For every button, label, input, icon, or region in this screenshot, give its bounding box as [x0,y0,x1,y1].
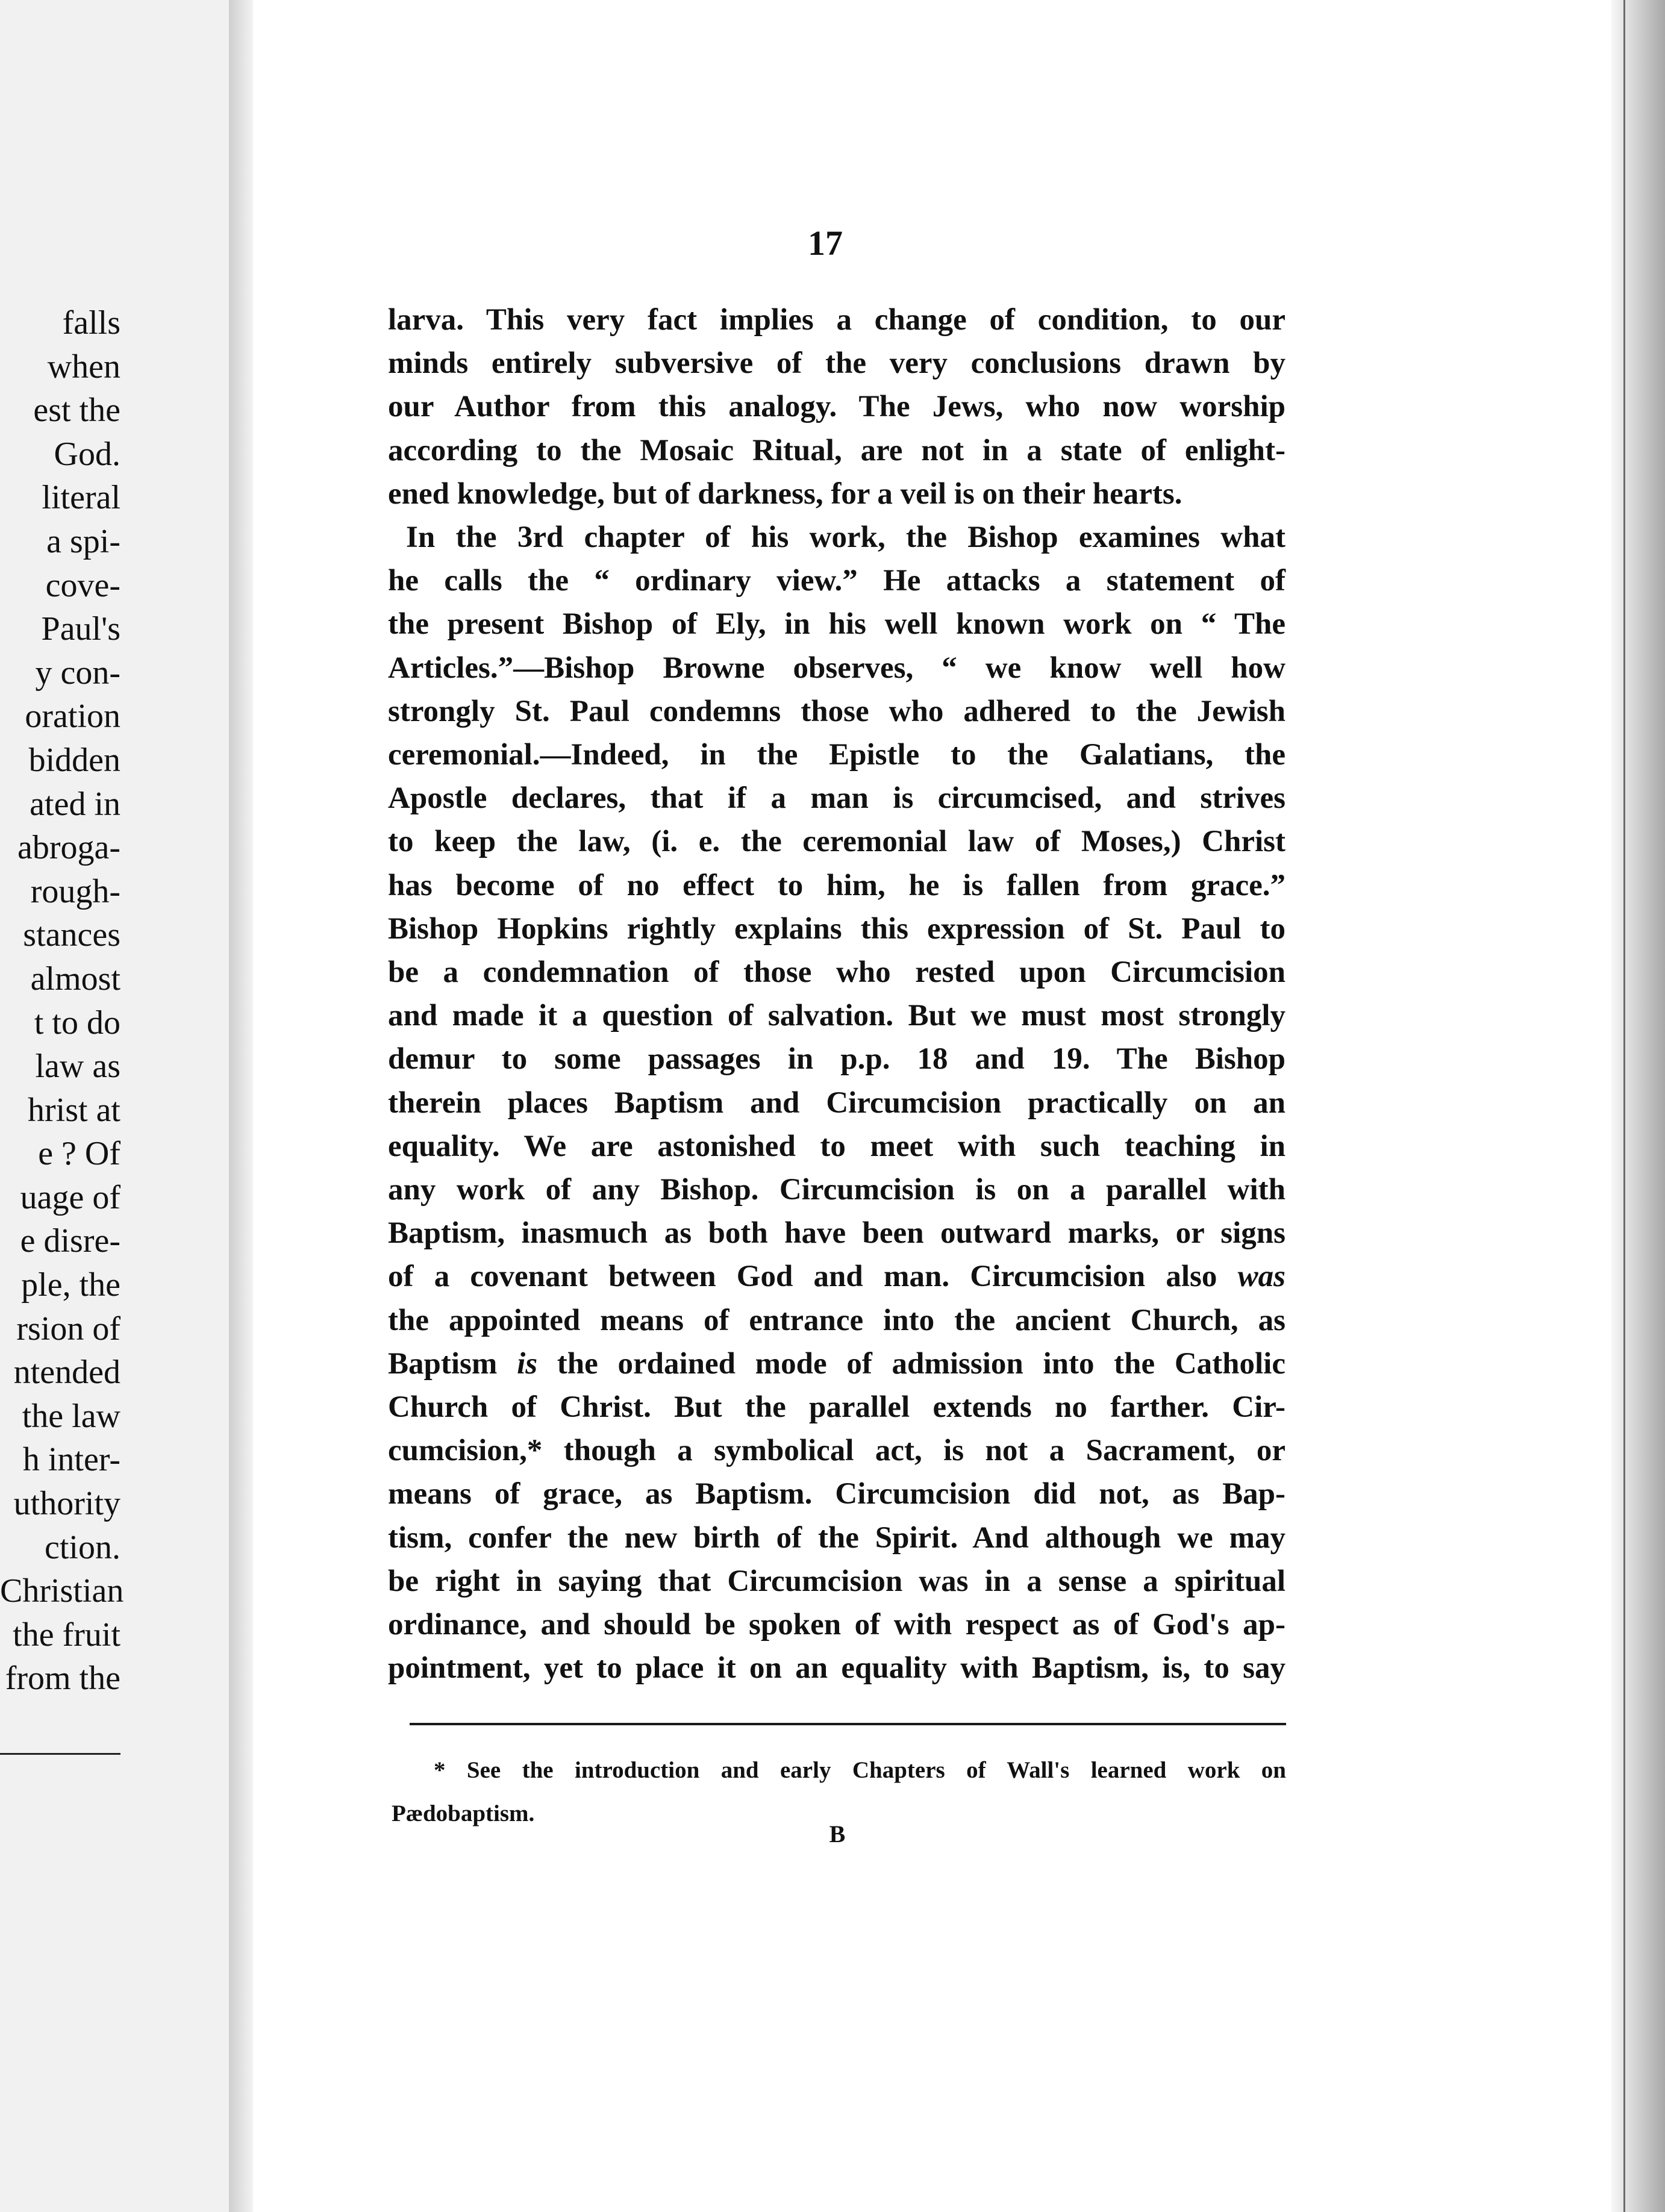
left-text-line: law as [35,1048,120,1086]
body-text [388,298,1285,1690]
emphasis: is [517,1346,538,1381]
text-line: Articles.”—Bishop Browne observes, “ we know well how [388,651,1285,685]
left-text-line: t to do [34,1004,120,1042]
text-line: means of grace, as Baptism. Circumcision did not, as Bap- [388,1477,1285,1511]
left-text-line: the fruit [13,1616,120,1654]
left-text-line: e ? Of [38,1135,120,1173]
left-text-line: from the [5,1660,120,1698]
text-line: be right in saying that Circumcision was in a sense a spiritual [388,1564,1285,1598]
left-text-line: Paul's [41,610,120,648]
text-line: Baptism, inasmuch as both have been outward marks, or signs [388,1216,1285,1251]
left-text-line: God. [54,435,120,473]
text-line: ceremonial.—Indeed, in the Epistle to the Galatians, the [388,738,1285,772]
text-line: according to the Mosaic Ritual, are not in a state of enlight- [388,433,1285,467]
left-text-line: rsion of [16,1310,120,1348]
left-text-line: rough- [30,872,120,910]
left-text-line: ntended [13,1354,120,1392]
signature-mark: B [829,1820,846,1848]
text-line: equality. We are astonished to meet with such teaching in [388,1129,1285,1163]
footnote-line: Pædobaptism. [392,1801,535,1826]
left-text-line: almost [30,960,120,998]
left-text-line: uage of [20,1178,120,1216]
text-line: Apostle declares, that if a man is circumcised, and strives [388,781,1285,816]
text-line: ordinance, and should be spoken of with respect as of God's ap- [388,1608,1285,1642]
text-line: has become of no effect to him, he is fallen from grace.” [388,868,1285,902]
text-line: our Author from this analogy. The Jews, who now worship [388,390,1285,424]
text-line: the appointed means of entrance into the ancient Church, as [388,1303,1285,1337]
text-line: any work of any Bishop. Circumcision is on a parallel with [388,1173,1285,1207]
text-line: of a covenant between God and man. Circumcision also was [388,1260,1285,1294]
left-text-line: stances [23,916,120,954]
text-line: pointment, yet to place it on an equality with Baptism, is, to say [388,1651,1285,1686]
left-text-line: h inter- [22,1441,120,1479]
text-line: Church of Christ. But the parallel extends no farther. Cir- [388,1390,1285,1425]
left-text-line: uthority [13,1485,120,1523]
left-text-line: a spi- [46,522,120,560]
left-text-line: bidden [28,741,120,779]
left-text-line: Christian [0,1572,124,1610]
left-text-line: when [47,348,120,386]
left-text-line: abroga- [17,829,120,867]
footnote-rule [410,1723,1286,1725]
left-text-line: y con- [35,654,120,692]
left-page-text [0,301,124,1701]
left-text-line: literal [42,479,120,517]
left-text-line: ction. [45,1528,120,1566]
text-line: and made it a question of salvation. But we must most strongly [388,999,1285,1033]
left-page-fragment [0,0,229,2212]
text-line: therein places Baptism and Circumcision practically on an [388,1086,1285,1120]
page-number: 17 [808,223,843,263]
emphasis: was [1237,1260,1285,1294]
text-line: demur to some passages in p.p. 18 and 19. The Bishop [388,1042,1285,1076]
text-line: tism, confer the new birth of the Spirit. And although we may [388,1520,1285,1555]
book-gutter [229,0,253,2212]
left-text-line: cove- [45,566,120,604]
left-text-line: falls [62,304,120,342]
text-line: the present Bishop of Ely, in his well known work on “ The [388,607,1285,642]
text-line: cumcision,* though a symbolical act, is not a Sacrament, or [388,1434,1285,1468]
left-text-line: est the [33,392,120,430]
text-line: to keep the law, (i. e. the ceremonial law of Moses,) Christ [388,825,1285,859]
page-edge-stack [1611,0,1665,2212]
text-line: In the 3rd chapter of his work, the Bishop examines what [406,520,1285,555]
text-line: Baptism is the ordained mode of admission into the Catholic [388,1346,1285,1381]
left-text-line: hrist at [28,1091,120,1129]
left-text-line: the law [22,1397,120,1435]
left-text-line: e disre- [20,1222,120,1260]
text-line: Bishop Hopkins rightly explains this expression of St. Paul to [388,911,1285,946]
text-line: strongly St. Paul condemns those who adhered to the Jewish [388,694,1285,728]
left-footnote-rule [0,1753,120,1755]
text-line: he calls the “ ordinary view.” He attacks a statement of [388,564,1285,598]
page-edge-line [1623,0,1625,2212]
left-text-line: ated in [30,785,120,823]
text-line: be a condemnation of those who rested upon Circumcision [388,955,1285,990]
text-line: ened knowledge, but of darkness, for a veil is on their hearts. [388,476,1182,511]
text-line: minds entirely subversive of the very conclusions drawn by [388,346,1285,381]
left-text-line: oration [25,698,120,736]
footnote-line: * See the introduction and early Chapters of Wall's learned work on [434,1757,1286,1783]
text-line: larva. This very fact implies a change of condition, to our [388,303,1285,337]
left-text-line: ple, the [21,1266,120,1304]
